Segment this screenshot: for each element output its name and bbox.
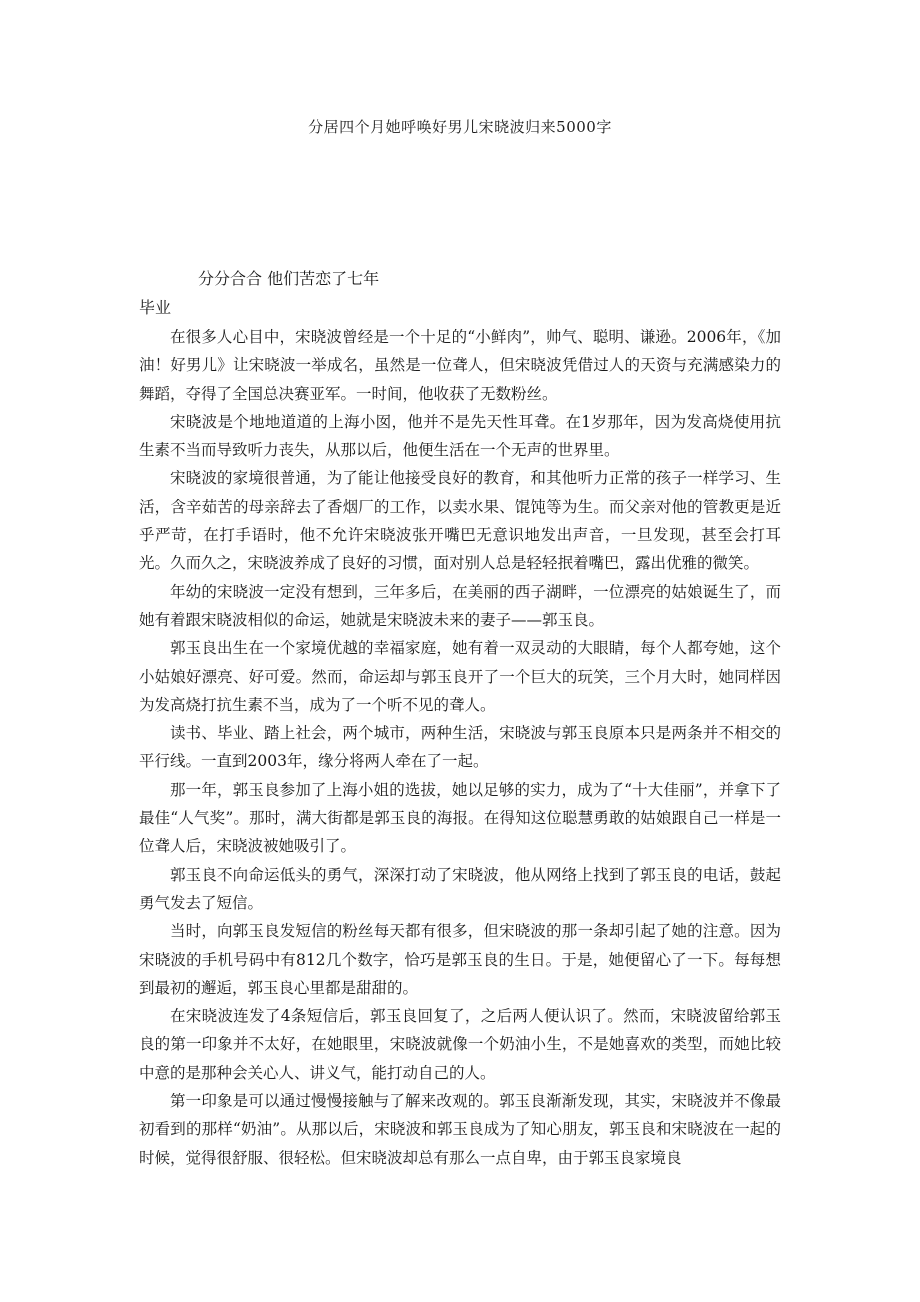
- article-subtitle: 分分合合 他们苦恋了七年: [198, 269, 380, 288]
- document-title: 分居四个月她呼唤好男儿宋晓波归来5000字: [308, 118, 612, 136]
- paragraph: 宋晓波是个地地道道的上海小囡，他并不是先天性耳聋。在1岁那年，因为发高烧使用抗生素不当而导致听力丧失，从那以后，他便生活在一个无声的世界里。: [139, 412, 781, 460]
- paragraph: 读书、毕业、踏上社会，两个城市，两种生活，宋晓波与郭玉良原本只是两条并不相交的平行线。一直到2003年，缘分将两人牵在了一起。: [139, 724, 781, 771]
- paragraph: 郭玉良不向命运低头的勇气，深深打动了宋晓波，他从网络上找到了郭玉良的电话，鼓起勇气发去了短信。: [139, 865, 781, 912]
- section-label: 毕业: [139, 298, 172, 317]
- paragraph: 在宋晓波连发了4条短信后，郭玉良回复了，之后两人便认识了。然而，宋晓波留给郭玉良的第一印象并不太好，在她眼里，宋晓波就像一个奶油小生，不是她喜欢的类型，而她比较中意的是那种会关心人、讲义气，能打动自己的人。: [139, 1007, 781, 1082]
- paragraph: 郭玉良出生在一个家境优越的幸福家庭，她有着一双灵动的大眼睛，每个人都夸她，这个小姑娘好漂亮、好可爱。然而，命运却与郭玉良开了一个巨大的玩笑，三个月大时，她同样因为发高烧打抗生素不当，成为了一个听不见的聋人。: [139, 639, 781, 714]
- paragraph: 在很多人心目中，宋晓波曾经是一个十足的“小鲜肉”，帅气、聪明、谦逊。2006年，《加油！好男儿》让宋晓波一举成名，虽然是一位聋人，但宋晓波凭借过人的天资与充满感染力的舞蹈，夺得了全国总决赛亚军。一时间，他收获了无数粉丝。: [139, 328, 781, 403]
- paragraph: 当时，向郭玉良发短信的粉丝每天都有很多，但宋晓波的那一条却引起了她的注意。因为宋晓波的手机号码中有812几个数字，恰巧是郭玉良的生日。于是，她便留心了一下。每每想到最初的邂逅，郭玉良心里都是甜甜的。: [139, 922, 781, 997]
- paragraph: 第一印象是可以通过慢慢接触与了解来改观的。郭玉良渐渐发现，其实，宋晓波并不像最初看到的那样“奶油”。从那以后，宋晓波和郭玉良成为了知心朋友，郭玉良和宋晓波在一起的时候，觉得很舒服、很轻松。但宋晓波却总有那么一点自卑，由于郭玉良家境良: [139, 1092, 781, 1167]
- paragraph: 那一年，郭玉良参加了上海小姐的选拔，她以足够的实力，成为了“十大佳丽”，并拿下了最佳“人气奖”。那时，满大街都是郭玉良的海报。在得知这位聪慧勇敢的姑娘跟自己一样是一位聋人后，宋晓波被她吸引了。: [139, 780, 781, 856]
- paragraph: 宋晓波的家境很普通，为了能让他接受良好的教育，和其他听力正常的孩子一样学习、生活，含辛茹苦的母亲辞去了香烟厂的工作，以卖水果、馄饨等为生。而父亲对他的管教更是近乎严苛，在打手语时，他不允许宋晓波张开嘴巴无意识地发出声音，一旦发现，甚至会打耳光。久而久之，宋晓波养成了良好的习惯，面对别人总是轻轻抿着嘴巴，露出优雅的微笑。: [139, 469, 781, 573]
- article-body: [139, 323, 781, 1172]
- paragraph: 年幼的宋晓波一定没有想到，三年多后，在美丽的西子湖畔，一位漂亮的姑娘诞生了，而她有着跟宋晓波相似的命运，她就是宋晓波未来的妻子——郭玉良。: [139, 582, 781, 629]
